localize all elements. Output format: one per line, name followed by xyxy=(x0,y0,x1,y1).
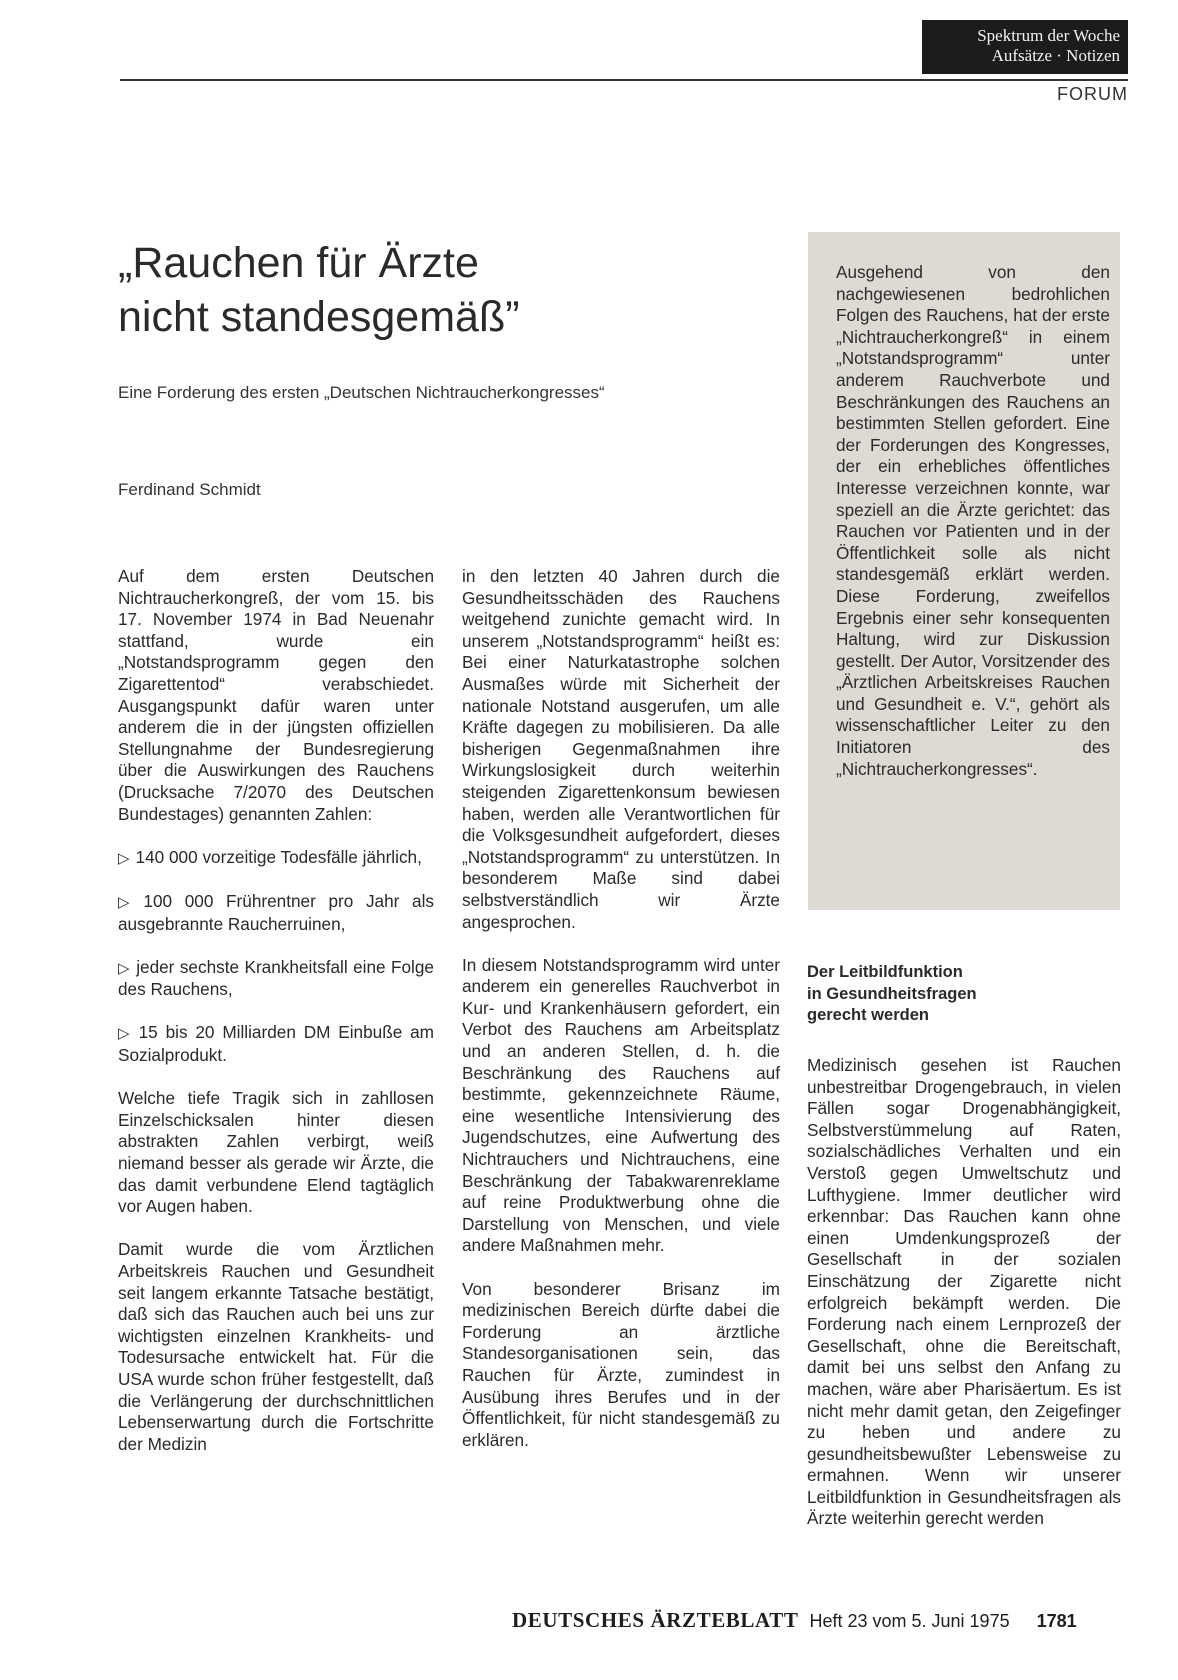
section-subheading xyxy=(807,962,1047,1027)
paragraph: in den letzten 40 Jahren durch die Gesundheitsschäden des Rauchens weitgehend zunichte gemacht wird. In unserem „Notstandsprogramm“ heißt es: Bei einer Naturkatastrophe solchen Ausmaßes würde mit Sicherheit der nationale Notstand ausgerufen, um alle Kräfte dagegen zu mobilisieren. Da alle bisherigen Gegenmaßnahmen ihre Wirkungslosigkeit durch weiterhin steigenden Zigarettenkonsum bewiesen haben, werden alle Verantwortlichen für die Volksgesundheit aufgefordert, dieses „Notstandsprogramm“ zu unterstützen. In besonderem Maße sind dabei selbstverständlich wir Ärzte angesprochen. xyxy=(462,566,780,932)
column-3 xyxy=(807,1055,1121,1552)
list-item-text: 15 bis 20 Milliarden DM Einbuße am Sozialprodukt. xyxy=(118,1022,435,1066)
issue-info: Heft 23 vom 5. Juni 1975 xyxy=(809,1611,1010,1631)
article-title xyxy=(118,236,758,344)
paragraph: Medizinisch gesehen ist Rauchen unbestreitbar Drogengebrauch, in vielen Fällen sogar Drogenabhängigkeit, Selbstverstümmelung auf Raten, sozialschädliches Verhalten und ein Verstoß gegen Umweltschutz und Lufthygiene. Immer deutlicher wird erkennbar: Das Rauchen kann ohne einen Umdenkungsprozeß der Gesellschaft in der sozialen Einschätzung der Zigarette nicht erfolgreich bekämpft werden. Die Forderung nach einem Lernprozeß der Gesellschaft, ohne die Bereitschaft, damit bei uns selbst den Anfang zu machen, wäre aber Pharisäertum. Es ist nicht mehr damit getan, den Zeigefinger zu heben und andere zu gesundheitsbewußter Lebensweise zu ermahnen. Wenn wir unserer Leitbildfunktion in Gesundheitsfragen als Ärzte weiterhin gerecht werden xyxy=(807,1055,1121,1529)
paragraph: Auf dem ersten Deutschen Nichtraucherkongreß, der vom 15. bis 17. November 1974 in Bad Neuenahr stattfand, wurde ein „Notstandsprogramm gegen den Zigarettentod“ verabschiedet. Ausgangspunkt dafür waren unter anderem die in der jüngsten offiziellen Stellungnahme der Bundesregierung über die Auswirkungen des Rauchens (Drucksache 7/2070 des Deutschen Bundestages) genannten Zahlen: xyxy=(118,566,434,824)
list-item xyxy=(118,1022,434,1066)
paragraph: Welche tiefe Tragik sich in zahllosen Einzelschicksalen hinter diesen abstrakten Zahlen verbirgt, weiß niemand besser als gerade wir Ärzte, die das damit verbundene Elend tagtäglich vor Augen haben. xyxy=(118,1088,434,1217)
column-1 xyxy=(118,566,434,1477)
article-title-line1: „Rauchen für Ärzte xyxy=(118,239,479,287)
section-badge-line2: Aufsätze · Notizen xyxy=(991,46,1120,65)
triangle-bullet-icon: ▷ xyxy=(118,1025,133,1043)
list-item xyxy=(118,957,434,1001)
list-item-text: 100 000 Frührentner pro Jahr als ausgebrannte Raucherruinen, xyxy=(118,890,434,934)
paragraph: Von besonderer Brisanz im medizinischen Bereich dürfte dabei die Forderung an ärztliche Standesorganisationen sein, das Rauchen für Ärzte, zumindest in Ausübung ihres Berufes und in der Öffentlichkeit, für nicht standesgemäß zu erklären. xyxy=(462,1278,780,1450)
list-item xyxy=(118,847,434,870)
list-item-text: 140 000 vorzeitige Todesfälle jährlich, xyxy=(135,846,422,867)
page-footer xyxy=(512,1608,1122,1633)
triangle-bullet-icon: ▷ xyxy=(118,893,138,911)
section-badge-line1: Spektrum der Woche xyxy=(977,26,1120,45)
article-title-line2: nicht standesgemäß” xyxy=(118,293,520,341)
subheading-line3: gerecht werden xyxy=(807,1006,929,1025)
list-item-text: jeder sechste Krankheitsfall eine Folge des Rauchens, xyxy=(118,956,434,1000)
section-badge xyxy=(922,20,1128,74)
journal-name: DEUTSCHES ÄRZTEBLATT xyxy=(512,1608,799,1632)
triangle-bullet-icon: ▷ xyxy=(118,959,131,977)
column-2 xyxy=(462,566,780,1473)
paragraph: In diesem Notstandsprogramm wird unter anderem ein generelles Rauchverbot in Kur- und Krankenhäusern gefordert, ein Verbot des Rauchens am Arbeitsplatz und an anderen Stellen, d. h. die Beschränkung des Rauchens auf bestimmte, gekennzeichnete Räume, eine wesentliche Intensivierung des Jugendschutzes, eine Aufwertung des Nichtrauchers und Nichtrauchens, eine Beschränkung der Tabakwarenreklame auf reine Produktwerbung ohne die Darstellung von Menschen, und viele andere Maßnahmen mehr. xyxy=(462,954,780,1256)
article-subtitle: Eine Forderung des ersten „Deutschen Nichtraucherkongresses“ xyxy=(118,383,605,402)
subheading-line2: in Gesundheitsfragen xyxy=(807,984,977,1003)
rubric-label: FORUM xyxy=(1057,84,1128,104)
subheading-line1: Der Leitbildfunktion xyxy=(807,963,963,981)
paragraph: Damit wurde die vom Ärztlichen Arbeitskreis Rauchen und Gesundheit seit langem erkannte Tatsache bestätigt, daß sich das Rauchen auch bei uns zur wichtigsten einzelnen Krankheits- und Todesursache entwickelt hat. Für die USA wurde schon früher festgestellt, daß die Verlängerung der durchschnittlichen Lebenserwartung durch die Fortschritte der Medizin xyxy=(118,1239,434,1454)
triangle-bullet-icon: ▷ xyxy=(118,849,130,867)
list-item xyxy=(118,891,434,935)
page-number: 1781 xyxy=(1036,1611,1077,1631)
article-author: Ferdinand Schmidt xyxy=(118,480,261,499)
summary-box: Ausgehend von den nachgewiesenen bedrohlichen Folgen des Rauchens, hat der erste „Nichtraucherkongreß“ in einem „Notstandsprogramm“ unter anderem Rauchverbote und Beschränkungen des Rauchens an bestimmten Stellen gefordert. Eine der Forderungen des Kongresses, der ein erhebliches öffentliches Interesse verzeichnen konnte, war speziell an die Ärzte gerichtet: das Rauchen vor Patienten und in der Öffentlichkeit solle als nicht standesgemäß erklärt werden. Diese Forderung, zweifellos Ergebnis einer sehr konsequenten Haltung, wird zur Diskussion gestellt. Der Autor, Vorsitzender des „Ärztlichen Arbeitskreises Rauchen und Gesundheit e. V.“, gehört als wissenschaftlicher Leiter zu den Initiatoren des „Nichtraucherkongresses“. xyxy=(808,232,1120,910)
header-rule xyxy=(120,79,1128,81)
